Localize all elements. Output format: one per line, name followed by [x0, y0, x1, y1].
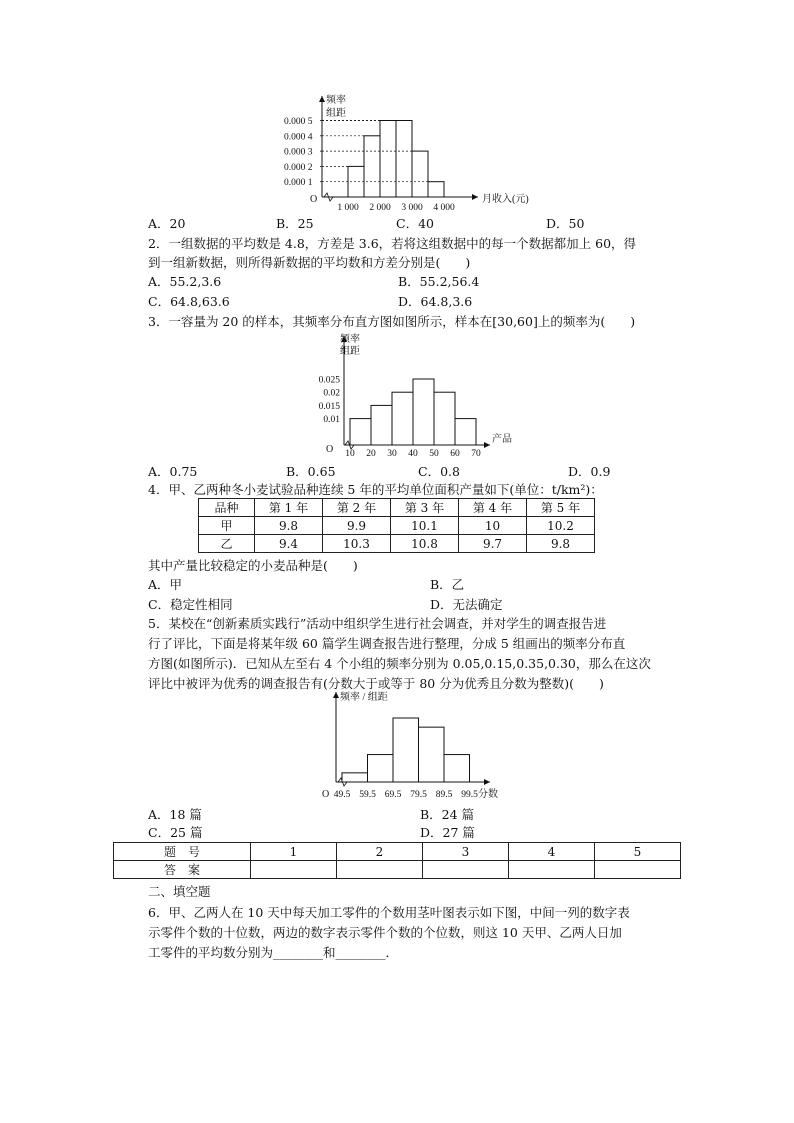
q3-origin: O [326, 444, 334, 455]
q3-ytick-label: 0.015 [318, 401, 340, 412]
q5-stem-line4: 评比中被评为优秀的调查报告有(分数大于或等于 80 分为优秀且分数为整数)( ) [148, 676, 604, 691]
answer-table-header: 题 号 [114, 843, 251, 861]
q3-bar [371, 405, 392, 445]
answer-cell-3[interactable] [423, 861, 509, 879]
q4-option-c[interactable]: C．稳定性相同 [148, 597, 233, 612]
table-cell: 9.8 [255, 517, 323, 535]
q3-xtick-label: 70 [471, 449, 481, 459]
q6-stem-line2: 示零件个数的十位数，两边的数字表示零件个数的个位数，则这 10 天甲、乙两人日加 [148, 925, 622, 940]
q3-xtick-label: 10 [345, 449, 355, 459]
q3-ytick-label: 0.01 [323, 415, 340, 426]
q1-xtick-label: 3 000 [401, 203, 423, 213]
q1-bar [364, 136, 380, 197]
table-header-cell: 第 3 年 [391, 499, 459, 517]
q5-xtick-label: 69.5 [384, 790, 402, 800]
q5-bar [419, 727, 445, 782]
q1-option-c[interactable]: C．40 [396, 216, 434, 231]
answer-table [113, 842, 681, 879]
q4-stem-line2: 其中产量比较稳定的小麦品种是( ) [148, 558, 358, 573]
table-cell: 9.7 [459, 535, 527, 553]
q5-stem-line1: 5．某校在“创新素质实践行”活动中组织学生进行社会调查，并对学生的调查报告进 [148, 616, 607, 631]
q3-bar [392, 392, 413, 445]
q3-ylabel-bottom: 组距 [340, 346, 360, 357]
table-cell: 10.3 [323, 535, 391, 553]
q1-ytick-label: 0.000 5 [284, 117, 313, 127]
table-row [199, 517, 595, 535]
table-cell: 乙 [199, 535, 255, 553]
q2-option-d[interactable]: D．64.8,3.6 [398, 294, 473, 309]
table-header-cell: 第 4 年 [459, 499, 527, 517]
q5-option-a[interactable]: A．18 篇 [148, 807, 202, 822]
table-cell: 9.8 [527, 535, 595, 553]
q5-histogram [318, 690, 518, 802]
q3-option-b[interactable]: B．0.65 [286, 464, 336, 479]
answer-cell-1[interactable] [251, 861, 337, 879]
answer-cell-2[interactable] [337, 861, 423, 879]
answer-table-label: 答 案 [114, 861, 251, 879]
table-header-cell: 品种 [199, 499, 255, 517]
q5-option-d[interactable]: D．27 篇 [420, 825, 475, 840]
q3-bar [455, 419, 476, 445]
q3-stem-line1: 3．一容量为 20 的样本，其频率分布直方图如图所示，样本在[30,60]上的频率为( ) [148, 314, 636, 329]
q5-y-arrow [333, 692, 339, 698]
table-cell: 9.4 [255, 535, 323, 553]
q3-xtick-label: 40 [408, 449, 418, 459]
q5-stem-line3: 方图(如图所示)．已知从左至右 4 个小组的频率分别为 0.05,0.15,0.35,0.30，那么在这次 [148, 656, 651, 671]
q3-option-c[interactable]: C．0.8 [418, 464, 460, 479]
q6-stem-line3: 工零件的平均数分别为________和________． [148, 945, 399, 960]
q3-xtick-label: 30 [387, 449, 397, 459]
q2-stem-line2: 到一组新数据，则所得新数据的平均数和方差分别是( ) [148, 255, 471, 270]
table-cell: 甲 [199, 517, 255, 535]
q3-ytick-label: 0.025 [318, 375, 340, 386]
q4-stem-line1: 4．甲、乙两种冬小麦试验品种连续 5 年的平均单位面积产量如下(单位：t/km²)： [148, 482, 603, 497]
q1-ylabel-bottom: 组距 [326, 108, 346, 119]
table-header-cell: 第 2 年 [323, 499, 391, 517]
q1-xtick-label: 4 000 [433, 203, 455, 213]
table-cell: 10.8 [391, 535, 459, 553]
q1-bar [428, 182, 444, 197]
q3-bar [413, 379, 434, 445]
table-cell: 9.9 [323, 517, 391, 535]
q2-option-b[interactable]: B．55.2,56.4 [398, 274, 480, 289]
q5-option-b[interactable]: B．24 篇 [420, 807, 475, 822]
q1-xtick-label: 2 000 [369, 203, 391, 213]
q1-x-arrow [472, 194, 478, 200]
q3-option-a[interactable]: A．0.75 [148, 464, 198, 479]
answer-cell-4[interactable] [509, 861, 595, 879]
q5-stem-line2: 行了评比，下面是将某年级 60 篇学生调查报告进行整理，分成 5 组画出的频率分布直 [148, 636, 626, 651]
q3-ylabel-top: 频率 [340, 334, 360, 345]
table-row [114, 861, 681, 879]
table-header-cell: 第 5 年 [527, 499, 595, 517]
q1-option-b[interactable]: B．25 [276, 216, 314, 231]
q5-xtick-label: 59.5 [359, 790, 376, 800]
q3-x-arrow [484, 442, 490, 448]
q4-option-d[interactable]: D．无法确定 [430, 597, 503, 612]
q5-xtick-label: 99.5 [461, 790, 478, 800]
q3-bar [350, 419, 371, 445]
table-row [199, 499, 595, 517]
table-row [114, 843, 681, 861]
q3-ytick-label: 0.02 [323, 388, 340, 399]
q5-xtick-label: 89.5 [435, 790, 453, 800]
table-row [199, 535, 595, 553]
q1-xtick-label: 1 000 [337, 203, 359, 213]
answer-table-header: 1 [251, 843, 337, 861]
q5-ylabel: 频率 / 组距 [340, 692, 388, 703]
q1-ylabel-top: 频率 [326, 95, 346, 106]
q6-stem-line1: 6．甲、乙两人在 10 天中每天加工零件的个数用茎叶图表示如下图，中间一列的数字表 [148, 905, 630, 920]
table-cell: 10.1 [391, 517, 459, 535]
q1-ytick-label: 0.000 4 [284, 132, 313, 143]
q5-origin: O [322, 789, 330, 800]
q3-option-d[interactable]: D．0.9 [568, 464, 611, 479]
q5-option-c[interactable]: C．25 篇 [148, 825, 203, 840]
table-cell: 10 [459, 517, 527, 535]
table-header-cell: 第 1 年 [255, 499, 323, 517]
q1-xlabel: 月收入(元) [482, 194, 529, 205]
answer-cell-5[interactable] [595, 861, 681, 879]
answer-table-header: 5 [595, 843, 681, 861]
q1-histogram [270, 92, 580, 214]
q1-y-arrow [319, 96, 325, 102]
q5-xtick-label: 79.5 [410, 790, 427, 800]
q1-bar [412, 151, 428, 197]
q5-xtick-label: 49.5 [333, 790, 351, 800]
q1-ytick-label: 0.000 3 [284, 147, 313, 158]
q1-bar [396, 121, 412, 198]
q2-option-c[interactable]: C．64.8,63.6 [148, 294, 230, 309]
q3-xlabel: 产品 [492, 434, 512, 445]
q5-bar [393, 718, 419, 782]
q5-bar [444, 755, 470, 782]
answer-table-header: 3 [423, 843, 509, 861]
q4-option-b[interactable]: B．乙 [430, 577, 465, 592]
table-cell: 10.2 [527, 517, 595, 535]
q3-xtick-label: 50 [429, 449, 439, 459]
q5-bar [342, 773, 368, 782]
section-title: 二、填空题 [148, 884, 211, 899]
answer-table-header: 2 [337, 843, 423, 861]
q3-xtick-label: 60 [450, 449, 460, 459]
answer-table-header: 4 [509, 843, 595, 861]
q3-xtick-label: 20 [366, 449, 376, 459]
q1-bar [380, 121, 396, 198]
q5-bar [368, 755, 394, 782]
q5-x-arrow [484, 779, 490, 785]
q1-option-a[interactable]: A．20 [148, 216, 186, 231]
q4-yield-table [198, 498, 595, 553]
q2-stem-line1: 2．一组数据的平均数是 4.8，方差是 3.6，若将这组数据中的每一个数据都加上 60，得 [148, 236, 637, 251]
q1-origin: O [310, 194, 318, 205]
q3-histogram [300, 332, 530, 462]
q2-option-a[interactable]: A．55.2,3.6 [148, 274, 222, 289]
q1-ytick-label: 0.000 2 [284, 162, 313, 173]
q5-xlabel: 分数 [478, 789, 498, 800]
q1-option-d[interactable]: D．50 [546, 216, 585, 231]
q3-bar [434, 392, 455, 445]
q4-option-a[interactable]: A．甲 [148, 577, 183, 592]
q1-ytick-label: 0.000 1 [284, 178, 313, 189]
